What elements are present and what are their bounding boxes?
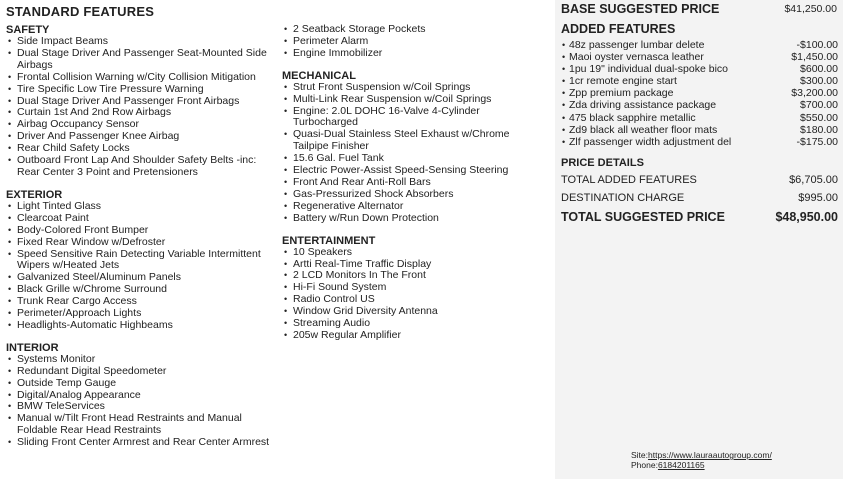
- feature-item: • Engine: 2.0L DOHC 16-Valve 4-Cylinder Turbocharged: [282, 106, 532, 130]
- phone-label: Phone:: [631, 460, 658, 470]
- feature-item: • Body-Colored Front Bumper: [6, 225, 274, 237]
- feature-item: • Gas-Pressurized Shock Absorbers: [282, 189, 532, 201]
- feature-item: • Quasi-Dual Stainless Steel Exhaust w/Chrome Tailpipe Finisher: [282, 129, 532, 153]
- page-title: STANDARD FEATURES: [6, 4, 155, 19]
- feature-item: • Light Tinted Glass: [6, 201, 274, 213]
- section-heading: INTERIOR: [6, 341, 59, 354]
- feature-list: [6, 354, 274, 449]
- option-name: • 475 black sapphire metallic: [569, 111, 696, 124]
- feature-item: • Clearcoat Paint: [6, 213, 274, 225]
- base-price-value: $41,250.00: [784, 3, 837, 15]
- feature-list: [282, 82, 532, 225]
- option-row: [561, 51, 838, 63]
- feature-item: • Airbag Occupancy Sensor: [6, 119, 274, 131]
- destination-label: DESTINATION CHARGE: [561, 192, 685, 204]
- phone-link[interactable]: 6184201165: [657, 460, 705, 470]
- option-name: • Zda driving assistance package: [569, 99, 717, 112]
- feature-item: • Artti Real-Time Traffic Display: [282, 259, 532, 271]
- feature-item: • Dual Stage Driver And Passenger Front Airbags: [6, 96, 274, 108]
- feature-item: • Window Grid Diversity Antenna: [282, 306, 532, 318]
- site-link[interactable]: https://www.lauraautogroup.com/: [648, 450, 772, 460]
- total-added-value: $6,705.00: [789, 174, 838, 186]
- option-price: -$100.00: [796, 39, 838, 51]
- total-price-row: [561, 210, 838, 224]
- feature-item: • Systems Monitor: [6, 354, 274, 366]
- option-row: [561, 75, 838, 87]
- option-name: • 1cr remote engine start: [569, 75, 677, 88]
- features-column-left: [6, 24, 274, 459]
- features-column-middle: [282, 24, 532, 352]
- added-features-heading: ADDED FEATURES: [561, 22, 676, 36]
- section-heading: MECHANICAL: [282, 69, 356, 82]
- feature-list: [6, 201, 274, 332]
- option-row: [561, 99, 838, 111]
- feature-item: • Hi-Fi Sound System: [282, 282, 532, 294]
- feature-list: [6, 36, 274, 179]
- option-name: • 1pu 19" individual dual-spoke bico: [569, 63, 729, 76]
- option-price: $3,200.00: [791, 87, 838, 100]
- total-price-label: TOTAL SUGGESTED PRICE: [561, 210, 725, 224]
- option-name: • Maoi oyster vernasca leather: [569, 51, 704, 64]
- feature-item: • Electric Power-Assist Speed-Sensing Steering: [282, 165, 532, 177]
- site-label: Site:: [631, 450, 649, 460]
- feature-item: • Engine Immobilizer: [282, 48, 532, 60]
- feature-item: • 15.6 Gal. Fuel Tank: [282, 153, 532, 165]
- feature-item: • Rear Child Safety Locks: [6, 143, 274, 155]
- feature-item: • 2 Seatback Storage Pockets: [282, 24, 532, 36]
- option-price: $700.00: [800, 99, 838, 112]
- feature-item: • Strut Front Suspension w/Coil Springs: [282, 82, 532, 94]
- feature-item: • Headlights-Automatic Highbeams: [6, 320, 274, 332]
- feature-item: • Outboard Front Lap And Shoulder Safety Belts -inc: Rear Center 3 Point and Pretensioners: [6, 155, 274, 179]
- option-row: [561, 39, 838, 51]
- feature-list: [282, 24, 532, 60]
- option-row: [561, 63, 838, 75]
- option-row: [561, 124, 838, 136]
- feature-item: • Trunk Rear Cargo Access: [6, 296, 274, 308]
- added-features-list: [561, 39, 838, 148]
- feature-item: • Redundant Digital Speedometer: [6, 366, 274, 378]
- feature-item: • Perimeter/Approach Lights: [6, 308, 274, 320]
- option-name: • Zlf passenger width adjustment del: [569, 135, 732, 148]
- feature-item: • Tire Specific Low Tire Pressure Warning: [6, 84, 274, 96]
- base-price-row: [561, 2, 837, 16]
- feature-list: [282, 247, 532, 342]
- feature-item: • Fixed Rear Window w/Defroster: [6, 237, 274, 249]
- feature-item: • Driver And Passenger Knee Airbag: [6, 131, 274, 143]
- total-price-value: $48,950.00: [775, 210, 838, 224]
- feature-item: • Digital/Analog Appearance: [6, 390, 274, 402]
- feature-item: • Manual w/Tilt Front Head Restraints and Manual Foldable Rear Head Restraints: [6, 413, 274, 437]
- option-row: [561, 136, 838, 148]
- dealer-contact: [631, 450, 772, 470]
- option-name: • Zpp premium package: [569, 87, 674, 100]
- feature-item: • BMW TeleServices: [6, 401, 274, 413]
- feature-item: • 205w Regular Amplifier: [282, 330, 532, 342]
- feature-item: • Battery w/Run Down Protection: [282, 213, 532, 225]
- destination-row: [561, 192, 838, 204]
- option-row: [561, 112, 838, 124]
- feature-item: • Regenerative Alternator: [282, 201, 532, 213]
- section-heading: SAFETY: [6, 24, 50, 36]
- feature-item: • Sliding Front Center Armrest and Rear Center Armrest: [6, 437, 274, 449]
- option-price: -$175.00: [796, 135, 838, 148]
- feature-item: • Side Impact Beams: [6, 36, 274, 48]
- feature-item: • Outside Temp Gauge: [6, 378, 274, 390]
- feature-item: • Multi-Link Rear Suspension w/Coil Springs: [282, 94, 532, 106]
- feature-item: • 2 LCD Monitors In The Front: [282, 270, 532, 282]
- feature-item: • Speed Sensitive Rain Detecting Variable Intermittent Wipers w/Heated Jets: [6, 249, 274, 273]
- section-heading: EXTERIOR: [6, 188, 63, 201]
- feature-item: • Curtain 1st And 2nd Row Airbags: [6, 107, 274, 119]
- option-price: $180.00: [800, 123, 838, 136]
- pricing-panel: [555, 0, 843, 479]
- option-price: $1,450.00: [791, 51, 838, 64]
- option-name: • 48z passenger lumbar delete: [569, 39, 705, 51]
- total-added-label: TOTAL ADDED FEATURES: [561, 174, 697, 186]
- feature-item: • Streaming Audio: [282, 318, 532, 330]
- feature-item: • Galvanized Steel/Aluminum Panels: [6, 272, 274, 284]
- option-price: $300.00: [800, 75, 838, 88]
- feature-item: • Frontal Collision Warning w/City Collision Mitigation: [6, 72, 274, 84]
- feature-item: • Dual Stage Driver And Passenger Seat-Mounted Side Airbags: [6, 48, 274, 72]
- price-details-heading: PRICE DETAILS: [561, 157, 644, 169]
- total-added-row: [561, 174, 838, 186]
- feature-item: • 10 Speakers: [282, 247, 532, 259]
- option-price: $600.00: [800, 63, 838, 76]
- section-heading: ENTERTAINMENT: [282, 234, 376, 247]
- option-price: $550.00: [800, 111, 838, 124]
- feature-item: • Front And Rear Anti-Roll Bars: [282, 177, 532, 189]
- feature-item: • Black Grille w/Chrome Surround: [6, 284, 274, 296]
- feature-item: • Perimeter Alarm: [282, 36, 532, 48]
- base-price-label: BASE SUGGESTED PRICE: [561, 2, 720, 16]
- feature-item: • Radio Control US: [282, 294, 532, 306]
- option-row: [561, 87, 838, 99]
- destination-value: $995.00: [798, 192, 838, 204]
- option-name: • Zd9 black all weather floor mats: [569, 123, 718, 136]
